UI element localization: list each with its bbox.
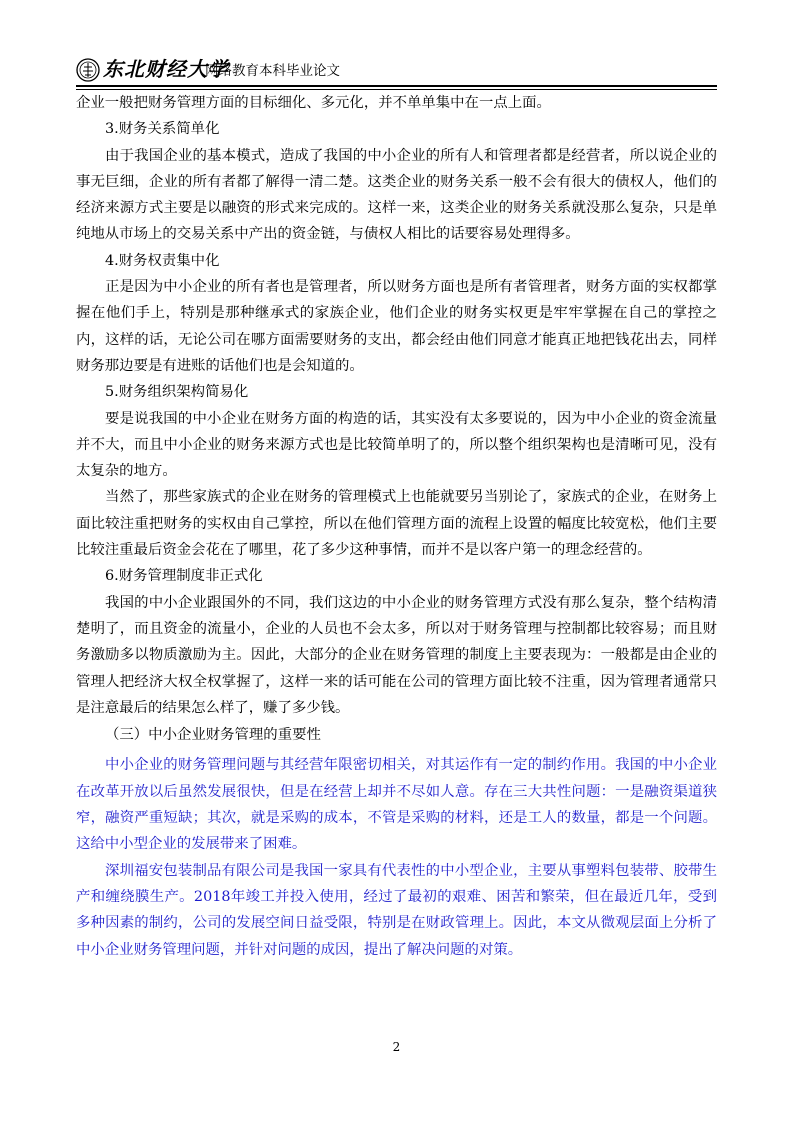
page-header [76,54,717,88]
subheading: 3.财务关系简单化 [105,121,220,138]
paragraph: 正是因为中小企业的所有者也是管理者，所以财务方面也是所有者管理者，财务方面的实权都掌握在他们手上，特别是那种继承式的家族企业，他们企业的财务实权更是牢牢掌握在自己的掌控之内，这样的话，无论公司在哪方面需要财务的支出，都会经由他们同意才能真正地把钱花出去，同样财务那边要是有进账的话他们也是会知道的。 [76,279,717,374]
highlighted-paragraph: 中小企业的财务管理问题与其经营年限密切相关，对其运作有一定的制约作用。我国的中小企业在改革开放以后虽然发展很快，但是在经营上却并不尽如人意。存在三大共性问题：一是融资渠道狭窄，融资严重短缺；其次，就是采购的成本，不管是采购的材料，还是工人的数量，都是一个问题。这给中小型企业的发展带来了困难。 [76,757,717,853]
university-seal-icon [76,58,100,82]
subheading: 5.财务组织架构简易化 [105,384,249,401]
paragraph: 由于我国企业的基本模式，造成了我国的中小企业的所有人和管理者都是经营者，所以说企业的事无巨细，企业的所有者都了解得一清二楚。这类企业的财务关系一般不会有很大的债权人，他们的经济来源方式主要是以融资的形式来完成的。这样一来，这类企业的财务关系就没那么复杂，只是单纯地从市场上的交易关系中产出的资金链，与债权人相比的话要容易处理得多。 [76,147,717,243]
paragraph: 当然了，那些家族式的企业在财务的管理模式上也能就要另当别论了，家族式的企业，在财务上面比较注重把财务的实权由自己掌控，所以在他们管理方面的流程上设置的幅度比较宽松，他们主要比较注重最后资金会花在了哪里，花了多少这种事情，而并不是以客户第一的理念经营的。 [76,489,717,559]
document-body [76,90,717,963]
highlighted-paragraph: 深圳福安包装制品有限公司是我国一家具有代表性的中小型企业，主要从事塑料包装带、胶带生产和缠绕膜生产。2018年竣工并投入使用，经过了最初的艰难、困苦和繁荣，但在最近几年，受到多种因素的制约，公司的发展空间日益受限，特别是在财政管理上。因此，本文从微观层面上分析了中小企业财务管理问题，并针对问题的成因，提出了解决问题的对策。 [76,862,717,958]
university-name: 东北财经大学 [103,57,229,81]
subheading: 4.财务权责集中化 [105,252,220,269]
header-subtitle: 网络教育本科毕业论文 [205,63,340,79]
paragraph: 我国的中小企业跟国外的不同，我们这边的中小企业的财务管理方式没有那么复杂，整个结构清楚明了，而且资金的流量小，企业的人员也不会太多，所以对于财务管理与控制都比较容易；而且财务激励多以物质激励为主。因此，大部分的企业在财务管理的制度上主要表现为：一般都是由企业的管理人把经济大权全权掌握了，这样一来的话可能在公司的管理方面比较不注重，因为管理者通常只是注意最后的结果怎么样了，赚了多少钱。 [76,594,717,716]
section-heading: （三）中小企业财务管理的重要性 [105,727,321,744]
header-divider [76,85,717,87]
page-number: 2 [392,1040,401,1054]
paragraph: 企业一般把财务管理方面的目标细化、多元化，并不单单集中在一点上面。 [76,95,551,111]
paragraph: 要是说我国的中小企业在财务方面的构造的话，其实没有太多要说的，因为中小企业的资金流量并不大，而且中小企业的财务来源方式也是比较简单明了的，所以整个组织架构也是清晰可见，没有太复杂的地方。 [76,410,717,480]
subheading: 6.财务管理制度非正式化 [105,568,263,585]
